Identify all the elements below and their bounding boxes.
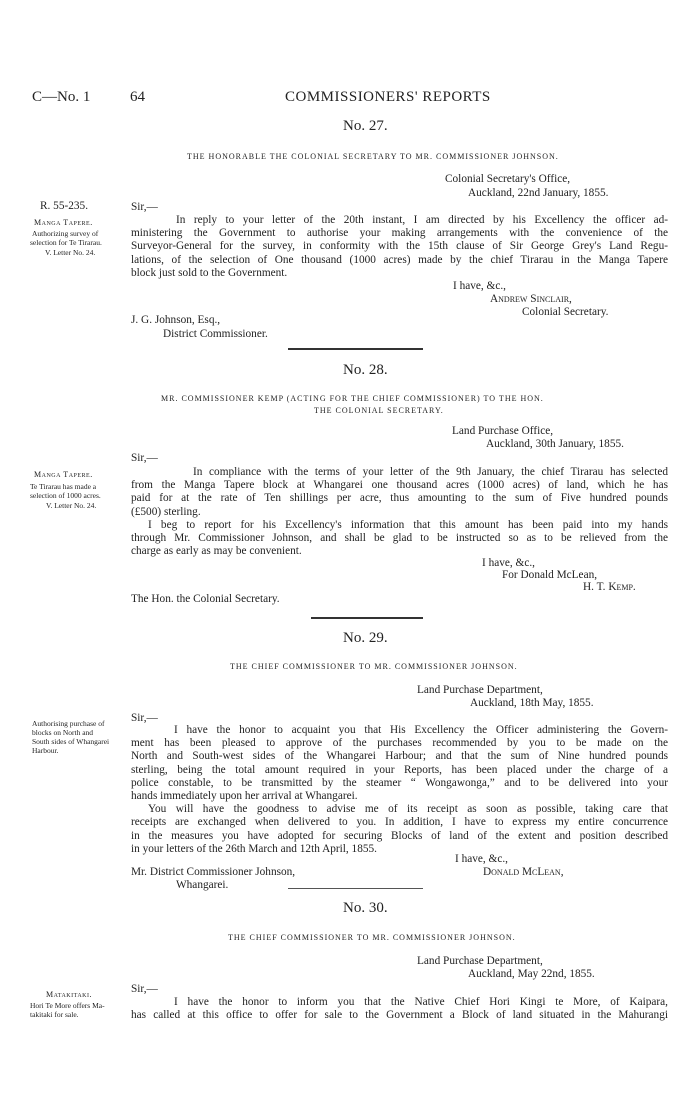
side-note-line: blocks on North and <box>32 728 94 737</box>
side-note-line: selection of 1000 acres. <box>30 491 101 500</box>
body-line: police constable, to be transmitted by the steamer “ Wongawonga,” and to be delivered into your <box>131 776 668 789</box>
salutation: Sir,— <box>131 983 158 995</box>
side-note-line: Authorizing survey of <box>32 229 99 238</box>
body-line: charge as early as may be convenient. <box>131 545 302 558</box>
body-line: You will have the goodness to advise me of its receipt as soon as possible, taking care that <box>148 803 668 816</box>
section-divider <box>288 888 423 889</box>
body-line: Surveyor-General for the survey, in conformity with the 15th clause of Sir George Grey's Land Regu- <box>131 240 668 253</box>
body-line: I have the honor to acquaint you that His Excellency the Officer administering the Govern- <box>174 724 668 736</box>
closing-line: I have, &c., <box>453 280 507 292</box>
side-note-line: Harbour. <box>32 746 59 755</box>
body-line: paid for at the rate of Ten shillings per acre, thus amounting to the sum of Five hundred pounds <box>131 492 668 505</box>
body-line: I have the honor to inform you that the Native Chief Hori Kingi te More, of Kaipara, <box>174 996 668 1008</box>
letter-number: No. 28. <box>343 362 388 378</box>
page-number: 64 <box>130 89 145 105</box>
closing-line: I have, &c., <box>455 853 509 865</box>
letter-body <box>131 724 668 856</box>
address-line: Land Purchase Office, <box>452 425 554 437</box>
body-line: ment has been pleased to approve of the purchases recommended by you to be made on the <box>131 737 668 750</box>
address-date: Auckland, 18th May, 1855. <box>470 697 594 709</box>
addressee-line: District Commissioner. <box>163 328 268 340</box>
signature: Donald McLean, <box>483 866 564 878</box>
address-date: Auckland, 22nd January, 1855. <box>468 187 609 199</box>
page-title: COMMISSIONERS' REPORTS <box>285 89 491 105</box>
address-date: Auckland, 30th January, 1855. <box>486 438 624 450</box>
side-note-title: Manga Tapere. <box>34 218 93 227</box>
body-line: sterling, being the total amount required in your Reports, has been placed under the charge of a <box>131 763 668 776</box>
body-line: block just sold to the Government. <box>131 266 288 279</box>
document-code: C—No. 1 <box>32 89 91 105</box>
body-line: (£500) sterling. <box>131 505 201 518</box>
body-line: in your letters of the 26th March and 12th April, 1855. <box>131 842 377 855</box>
letter-number: No. 29. <box>343 630 388 646</box>
side-note-line: takitaki for sale. <box>30 1010 79 1019</box>
body-line: ministering the Government to authorise your making arrangements with the convenience of the <box>131 227 668 240</box>
closing-line: I have, &c., <box>482 557 536 569</box>
address-date: Auckland, May 22nd, 1855. <box>468 968 595 980</box>
body-line: I beg to report for his Excellency's information that this amount has been paid into my hands <box>148 518 668 531</box>
reference-number: R. 55-235. <box>40 200 89 212</box>
body-line: hands immediately upon her arrival at Whangarei. <box>131 790 358 803</box>
letter-heading: MR. COMMISSIONER KEMP (ACTING FOR THE CHIEF COMMISSIONER) TO THE HON. <box>161 394 544 403</box>
salutation: Sir,— <box>131 452 158 464</box>
side-note-title: Manga Tapere. <box>34 470 93 479</box>
side-note-line: South sides of Whangarei <box>32 737 110 746</box>
letter-body <box>131 214 668 280</box>
side-note-line: Authorising purchase of <box>32 719 105 728</box>
signature-title: Colonial Secretary. <box>522 306 609 318</box>
body-line: lations, of the selection of One thousand (1000 acres) made by the chief Tirarau in the Manga Tapere <box>131 253 668 266</box>
letter-body <box>131 466 668 558</box>
letter-heading: THE COLONIAL SECRETARY. <box>314 406 444 415</box>
side-note-line: V. Letter No. 24. <box>46 501 97 510</box>
address-line: Land Purchase Department, <box>417 684 543 696</box>
address-line: Colonial Secretary's Office, <box>445 173 571 185</box>
addressee-line: Whangarei. <box>176 879 229 891</box>
body-line: has called at this office to offer for sale to the Government a Block of land situated in the Mahurangi <box>131 1009 668 1022</box>
letter-heading: THE CHIEF COMMISSIONER TO MR. COMMISSIONER JOHNSON. <box>230 662 518 671</box>
address-line: Land Purchase Department, <box>417 955 543 967</box>
letter-heading: THE CHIEF COMMISSIONER TO MR. COMMISSIONER JOHNSON. <box>228 933 516 942</box>
side-note-line: Hori Te More offers Ma- <box>30 1001 105 1010</box>
letter-body <box>131 996 668 1022</box>
side-note-line: selection for Te Tirarau. <box>30 238 102 247</box>
body-line: through Mr. Commissioner Johnson, and shall be glad to be instructed so as to be relieved from the <box>131 532 668 545</box>
signature: H. T. Kemp. <box>583 581 636 593</box>
body-line: in the measures you have adopted for securing Blocks of land of the extent and position described <box>131 829 668 842</box>
section-divider <box>311 617 423 619</box>
body-line: In compliance with the terms of your letter of the 9th January, the chief Tirarau has selected <box>193 466 668 478</box>
salutation: Sir,— <box>131 201 158 213</box>
letter-number: No. 27. <box>343 118 388 134</box>
signature: Andrew Sinclair, <box>490 293 572 305</box>
addressee-line: The Hon. the Colonial Secretary. <box>131 593 280 605</box>
section-divider <box>288 348 423 350</box>
body-line: In reply to your letter of the 20th instant, I am directed by his Excellency the officer ad- <box>176 214 668 226</box>
body-line: receipts are exchanged when delivered to you. In addition, I have to express my entire concurrence <box>131 816 668 829</box>
body-line: from the Manga Tapere block at Whangarei one thousand acres (1000 acres) of land, which he has <box>131 479 668 492</box>
letter-number: No. 30. <box>343 900 388 916</box>
closing-line: For Donald McLean, <box>502 569 598 581</box>
letter-heading: THE HONORABLE THE COLONIAL SECRETARY TO MR. COMMISSIONER JOHNSON. <box>187 152 559 161</box>
side-note-line: V. Letter No. 24. <box>45 248 96 257</box>
salutation: Sir,— <box>131 712 158 724</box>
addressee-line: J. G. Johnson, Esq., <box>131 314 221 326</box>
side-note-line: Te Tirarau has made a <box>30 482 97 491</box>
side-note-title: Matakitaki. <box>46 990 92 999</box>
addressee-line: Mr. District Commissioner Johnson, <box>131 866 296 878</box>
body-line: North and South-west sides of the Whangarei Harbour; and that the sum of Nine hundred pounds <box>131 750 668 763</box>
